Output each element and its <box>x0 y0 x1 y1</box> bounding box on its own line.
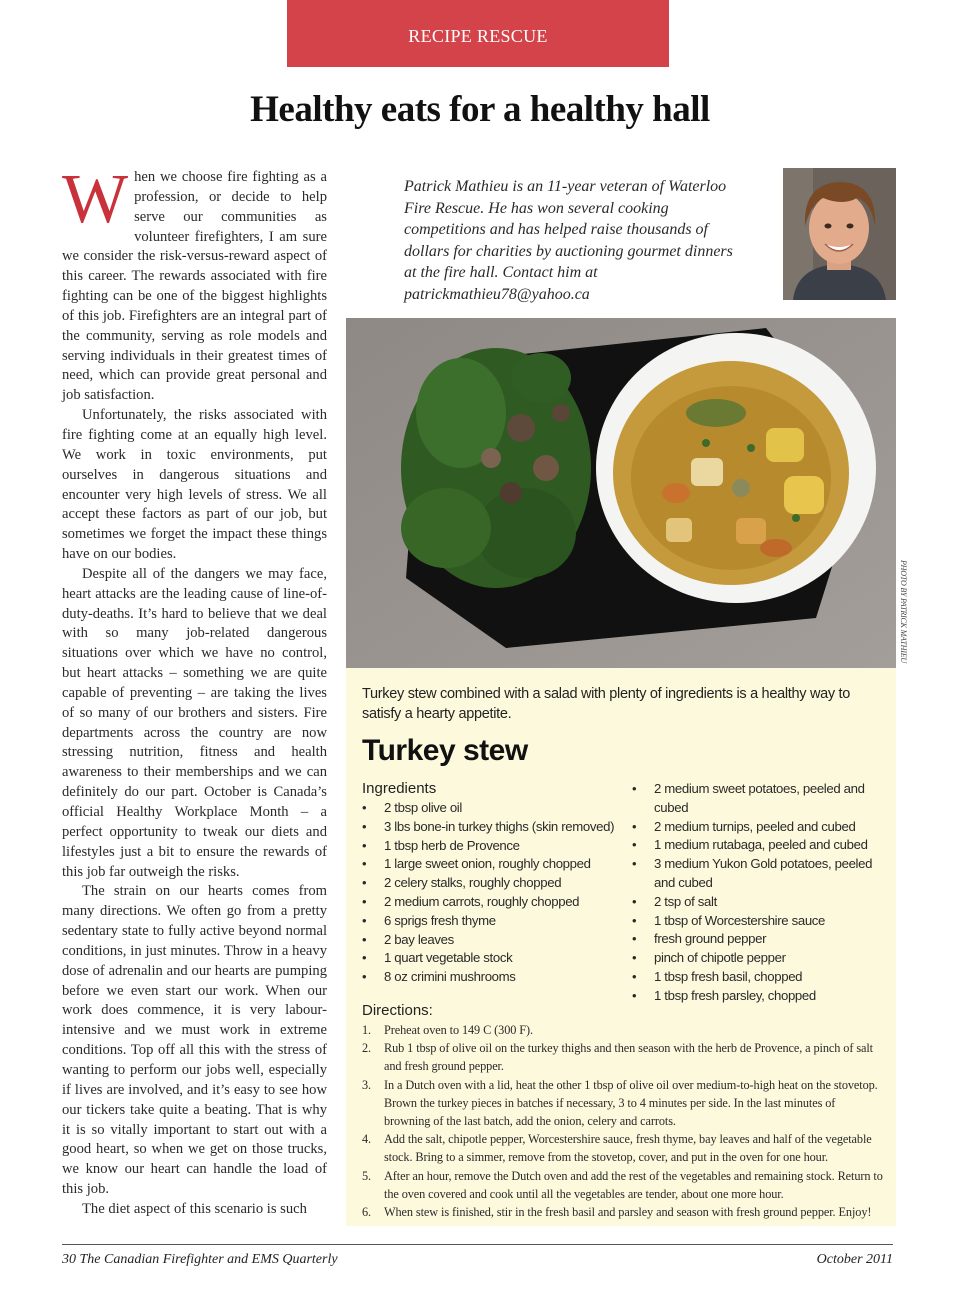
step-number: 3. <box>362 1077 372 1092</box>
ingredients-heading: Ingredients <box>362 780 437 797</box>
ingredient-item: • 2 medium turnips, peeled and cubed <box>632 818 882 837</box>
ingredient-item: • 1 quart vegetable stock <box>362 949 622 968</box>
photo-caption: Turkey stew combined with a salad with plenty of ingredients is a healthy way to satisfy a hearty appetite. <box>362 686 851 722</box>
ingredient-item: • 6 sprigs fresh thyme <box>362 912 622 931</box>
ingredients-list-right <box>632 780 882 1006</box>
step-number: 6. <box>362 1205 372 1220</box>
direction-step <box>362 1167 884 1203</box>
step-text: When stew is finished, stir in the fresh basil and parsley and season with fresh ground pepper. Enjoy! <box>384 1205 872 1220</box>
ingredient-item: • 2 tbsp olive oil <box>362 799 622 818</box>
step-text: Add the salt, chipotle pepper, Worcestershire sauce, fresh thyme, bay leaves and half of the vegetable stock. Bring to a simmer, remove from the stovetop, cover, and put in the oven for one hour. <box>384 1132 872 1165</box>
ingredient-item: • fresh ground pepper <box>632 930 882 949</box>
direction-step <box>362 1130 884 1166</box>
footer-publication: 30 The Canadian Firefighter and EMS Quarterly <box>62 1252 338 1267</box>
step-text: In a Dutch oven with a lid, heat the other 1 tbsp of olive oil over medium-to-high heat on the stovetop. Brown the turkey pieces in batches if necessary, 3 to 4 minutes per side. In the last minutes of browning of the last batch, add the onion, celery and carrots. <box>384 1077 878 1129</box>
ingredient-item: • 2 bay leaves <box>362 931 622 950</box>
ingredients-list-left <box>362 799 622 987</box>
drop-cap: W <box>62 161 129 238</box>
author-bio: Patrick Mathieu is an 11-year veteran of Waterloo Fire Rescue. He has won several cooking competitions and has helped raise thousands of dollars for charities by auctioning gourmet dinners at the fire hall. Contact him at patrickmathieu78@yahoo.ca <box>404 178 733 303</box>
direction-step <box>362 1039 884 1075</box>
step-number: 2. <box>362 1041 372 1056</box>
author-headshot <box>783 168 896 300</box>
paragraph-5: The diet aspect of this scenario is such <box>82 1200 307 1217</box>
photo-credit: PHOTO BY PATRICK MATHIEU <box>899 560 908 663</box>
step-number: 4. <box>362 1132 372 1147</box>
food-photo <box>346 318 896 668</box>
paragraph-3: Despite all of the dangers we may face, heart attacks are the leading cause of line-of-duty-deaths. It’s hard to believe that we deal with so many job-related dangerous situations over which we have no control, but heart attacks – something we are quite capable of preventing – are taking the lives of so many of our brothers and sisters. Fire departments across the country are now stressing nutrition, fitness and health awareness to their memberships and we can definitely do our part. October is Canada’s official Healthy Workplace Month – a perfect opportunity to tweak our diets and lifestyles just a bit to ensure the rewards of this job far outweigh the risks. <box>62 565 327 880</box>
ingredient-item: • 1 tbsp of Worcestershire sauce <box>632 912 882 931</box>
ingredient-item: • 3 medium Yukon Gold potatoes, peeled and cubed <box>632 855 882 893</box>
step-text: Rub 1 tbsp of olive oil on the turkey thighs and then season with the herb de Provence, a pinch of salt and fresh ground pepper. <box>384 1041 873 1074</box>
ingredient-item: • 2 celery stalks, roughly chopped <box>362 874 622 893</box>
direction-step <box>362 1021 884 1039</box>
step-text: After an hour, remove the Dutch oven and add the rest of the vegetables and remaining stock. Return to the oven covered and cook until all the vegetables are tender, about one more hour. <box>384 1168 883 1201</box>
direction-step <box>362 1076 884 1131</box>
footer-rule <box>62 1244 893 1245</box>
paragraph-4: The strain on our hearts comes from many directions. We often go from a pretty sedentary state to fully active beyond normal conditions, in just minutes. Throw in a heavy dose of adrenalin and our hearts are pumping before we even start our work. When our work does commence, it is very labour-intensive and we must work in extreme conditions. Top off all this with the stress of wanting to perform our jobs well, especially if lives are involved, and it’s easy to see how our tickers take quite a beating. That is why it is so vitally important to start out with a good heart, so when we get on those trucks, we know our heart can handle the load of this job. <box>62 883 327 1198</box>
ingredient-item: • 8 oz crimini mushrooms <box>362 968 622 987</box>
article-headline: Healthy eats for a healthy hall <box>250 89 710 130</box>
ingredient-item: • 2 tsp of salt <box>632 893 882 912</box>
paragraph-1-text: hen we choose fire fighting as a profession, or decide to help serve our communities as volunteer firefighters, I am sure we consider the risk-versus-reward aspect of this career. The rewards associated with fire fighting can be one of the biggest highlights of this job. Firefighters are an integral part of the community, serving as role models and serving individuals in their greatest times of need, which can provide great personal and job satisfaction. <box>62 169 327 404</box>
step-number: 5. <box>362 1168 372 1183</box>
recipe-title: Turkey stew <box>362 734 528 767</box>
ingredient-item: • 3 lbs bone-in turkey thighs (skin removed) <box>362 818 622 837</box>
direction-step <box>362 1203 884 1221</box>
article-body <box>62 161 327 1220</box>
footer-date: October 2011 <box>816 1252 893 1267</box>
ingredient-item: • pinch of chipotle pepper <box>632 949 882 968</box>
directions-heading: Directions: <box>362 1002 433 1019</box>
step-text: Preheat oven to 149 C (300 F). <box>384 1023 533 1037</box>
paragraph-2: Unfortunately, the risks associated with fire fighting come at an equally high level. We work in toxic environments, put ourselves in dangerous situations and encounter very high levels of stress. We all accept these factors as part of our job, but sometimes we forget the impact these things have on our bodies. <box>62 407 327 563</box>
directions-list <box>362 1021 884 1221</box>
ingredient-item: • 2 medium carrots, roughly chopped <box>362 893 622 912</box>
ingredient-item: • 1 tbsp herb de Provence <box>362 837 622 856</box>
section-banner: RECIPE RESCUE <box>287 0 669 67</box>
ingredient-item: • 1 medium rutabaga, peeled and cubed <box>632 836 882 855</box>
step-number: 1. <box>362 1023 372 1037</box>
paragraph-1 <box>62 161 327 406</box>
ingredient-item: • 1 large sweet onion, roughly chopped <box>362 855 622 874</box>
ingredient-item: • 1 tbsp fresh basil, chopped <box>632 968 882 987</box>
ingredient-item: • 1 tbsp fresh parsley, chopped <box>632 987 882 1006</box>
ingredient-item: • 2 medium sweet potatoes, peeled and cubed <box>632 780 882 818</box>
